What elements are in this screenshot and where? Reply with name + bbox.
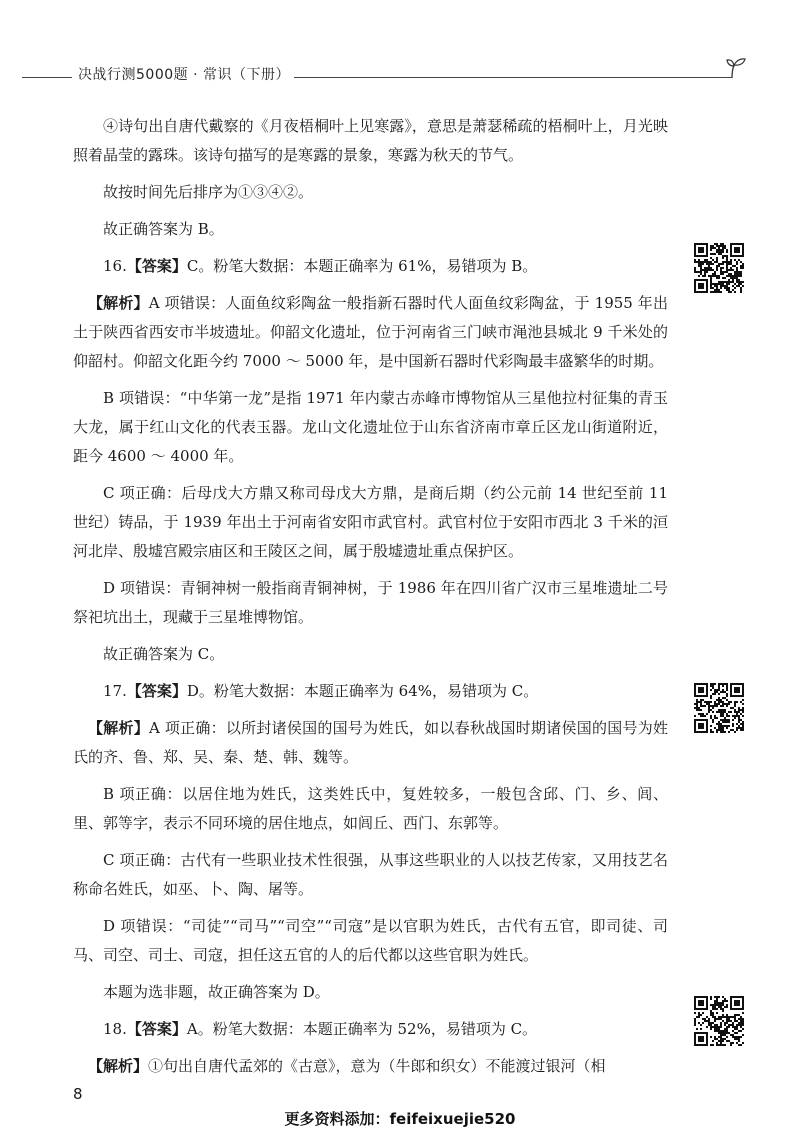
question-18-answer: 18.【答案】A。粉笔大数据：本题正确率为 52%，易错项为 C。: [103, 1020, 538, 1038]
answer-conclusion: 本题为选非题，故正确答案为 D。: [103, 983, 330, 1001]
question-16-answer: 16.【答案】C。粉笔大数据：本题正确率为 61%，易错项为 B。: [103, 257, 538, 275]
analysis-tag: 【解析】: [88, 294, 149, 312]
qr-code-icon[interactable]: [694, 243, 744, 293]
explanation-paragraph: ④诗句出自唐代戴察的《月夜梧桐叶上见寒露》，意思是萧瑟稀疏的梧桐叶上，月光映照着晶莹的露珠。该诗句描写的是寒露的景象，寒露为秋天的节气。: [73, 117, 668, 164]
question-number: 16.: [103, 257, 127, 275]
analysis-tag: 【解析】: [88, 719, 150, 737]
answer-tag: 【答案】: [126, 682, 187, 700]
question-number: 17.: [103, 682, 127, 700]
qr-code-icon[interactable]: [694, 996, 744, 1046]
answer-conclusion: 故正确答案为 B。: [103, 220, 224, 238]
sprout-icon: [726, 56, 752, 82]
question-17-analysis: 【解析】A 项正确：以所封诸侯国的国号为姓氏，如以春秋战国时期诸侯国的国号为姓氏的齐、鲁、郑、吴、秦、楚、韩、魏等。: [73, 719, 668, 766]
header-rule-right: [270, 77, 732, 78]
option-b-explanation: B 项正确：以居住地为姓氏，这类姓氏中，复姓较多，一般包含邱、门、乡、闾、里、郭等字，表示不同环境的居住地点，如闾丘、西门、东郭等。: [73, 785, 668, 832]
explanation-paragraph: 故按时间先后排序为①③④②。: [103, 183, 314, 201]
question-number: 18.: [103, 1020, 127, 1038]
answer-tag: 【答案】: [126, 257, 187, 275]
qr-code-icon[interactable]: [694, 683, 744, 733]
answer-tag: 【答案】: [126, 1020, 187, 1038]
question-16-analysis: 【解析】A 项错误：人面鱼纹彩陶盆一般指新石器时代人面鱼纹彩陶盆，于 1955 年出土于陕西省西安市半坡遗址。仰韶文化遗址，位于河南省三门峡市渑池县城北 9 千米处的仰韶村。仰韶文化距今约 7000 ～ 5000 年，是中国新石器时代彩陶最丰盛繁华的时期。: [73, 294, 668, 370]
question-18-analysis: 【解析】①句出自唐代孟郊的《古意》，意为（牛郎和织女）不能渡过银河（相: [88, 1057, 606, 1075]
option-c-explanation: C 项正确：古代有一些职业技术性很强，从事这些职业的人以技艺传家，又用技艺名称命名姓氏，如巫、卜、陶、屠等。: [73, 851, 668, 898]
option-c-explanation: C 项正确：后母戊大方鼎又称司母戊大方鼎，是商后期（约公元前 14 世纪至前 11 世纪）铸品，于 1939 年出土于河南省安阳市武官村。武官村位于安阳市西北 3 千米的洹河北岸、殷墟宫殿宗庙区和王陵区之间，属于殷墟遗址重点保护区。: [73, 484, 668, 560]
footer-contact-note: 更多资料添加：feifeixuejie520: [284, 1110, 516, 1128]
analysis-tag: 【解析】: [88, 1057, 149, 1075]
option-d-explanation: D 项错误：青铜神树一般指商青铜神树，于 1986 年在四川省广汉市三星堆遗址二号祭祀坑出土，现藏于三星堆博物馆。: [73, 579, 668, 626]
option-d-explanation: D 项错误：“司徒”“司马”“司空”“司寇”是以官职为姓氏，古代有五官，即司徒、司马、司空、司士、司寇，担任这五官的人的后代都以这些官职为姓氏。: [73, 917, 668, 964]
page-number: 8: [73, 1085, 83, 1103]
running-header-title: 决战行测5000题 · 常识（下册）: [74, 64, 294, 84]
question-17-answer: 17.【答案】D。粉笔大数据：本题正确率为 64%，易错项为 C。: [103, 682, 539, 700]
option-b-explanation: B 项错误：“中华第一龙”是指 1971 年内蒙古赤峰市博物馆从三星他拉村征集的青玉大龙，属于红山文化的代表玉器。龙山文化遗址位于山东省济南市章丘区龙山街道附近，距今 4600 ～ 4000 年。: [73, 389, 668, 465]
header-rule-left: [22, 77, 72, 78]
answer-conclusion: 故正确答案为 C。: [103, 645, 225, 663]
page-body: [73, 112, 668, 1089]
